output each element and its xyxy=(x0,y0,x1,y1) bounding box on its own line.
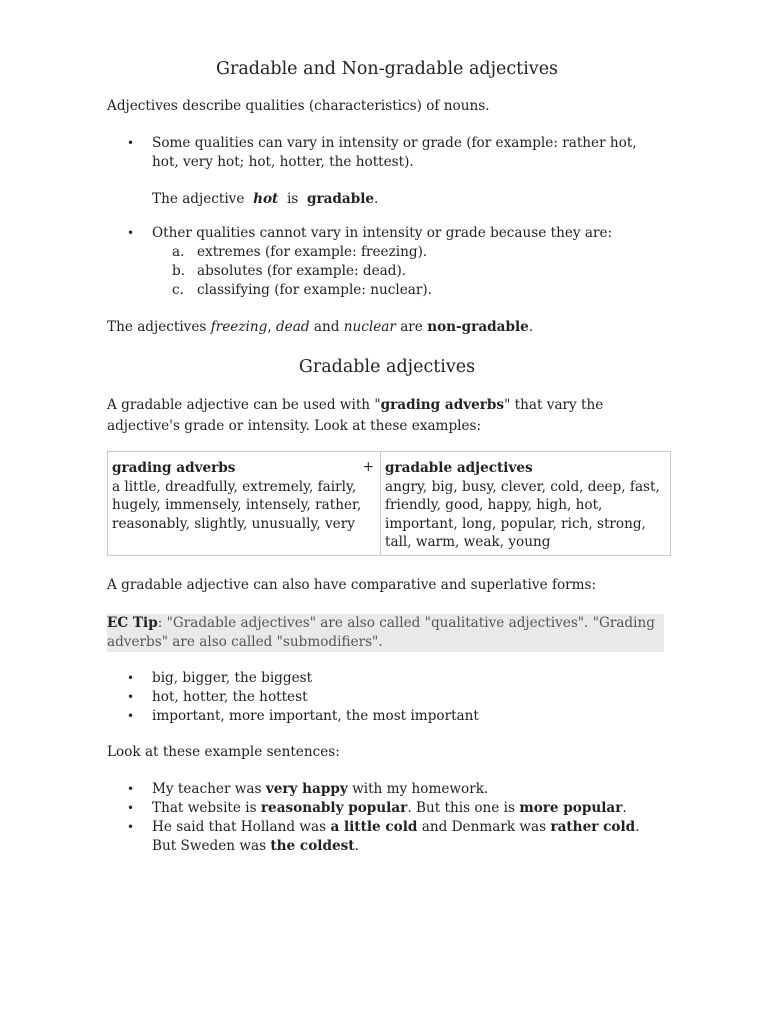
section-intro: A gradable adjective can be used with "grading adverbs" that vary the adjective's grade or intensity. Look at these examples: xyxy=(107,397,604,434)
section-title: Gradable adjectives xyxy=(298,357,476,377)
bullet-icon: • xyxy=(127,690,135,704)
bullet-text: Other qualities cannot vary in intensity or grade because they are: xyxy=(152,225,613,241)
bullet-icon: • xyxy=(127,671,135,685)
gradable-adjectives-cell xyxy=(381,452,671,556)
sublist-item: a. extremes (for example: freezing). xyxy=(172,244,428,260)
page-title: Gradable and Non-gradable adjectives xyxy=(215,59,559,79)
gradable-hot-sentence: The adjective hot is gradable. xyxy=(152,191,379,207)
bullet-icon: • xyxy=(127,782,135,796)
sublist-item: c. classifying (for example: nuclear). xyxy=(172,282,432,298)
grading-adverbs-cell xyxy=(108,452,381,556)
bullet-icon: • xyxy=(127,226,135,240)
gradable-term: gradable xyxy=(306,191,375,207)
adverbs-list: a little, dreadfully, extremely, fairly, hugely, immensely, intensely, rather, reasonably, slightly, unusually, very xyxy=(112,478,362,532)
examples-intro: Look at these example sentences: xyxy=(107,744,340,760)
table-header-adverbs: grading adverbs xyxy=(112,460,236,476)
bullet-icon: • xyxy=(127,709,135,723)
intro-paragraph: Adjectives describe qualities (characteristics) of nouns. xyxy=(107,98,490,114)
grading-adverbs-term: grading adverbs xyxy=(380,397,505,413)
bullet-icon: • xyxy=(127,801,135,815)
nongradable-term: non-gradable xyxy=(427,319,529,335)
hot-word: hot xyxy=(253,191,279,207)
bullet-icon: • xyxy=(127,820,135,834)
ec-tip-label: EC Tip xyxy=(107,615,158,631)
ec-tip-box xyxy=(107,614,664,652)
adjectives-list: angry, big, busy, clever, cold, deep, fast, friendly, good, happy, high, hot, important, long, popular, rich, strong, tall, warm, weak, young xyxy=(385,478,660,550)
nongradable-sentence: The adjectives freezing, dead and nuclear are non-gradable. xyxy=(107,319,534,335)
adverbs-adjectives-table xyxy=(107,451,671,556)
bullet-text: Some qualities can vary in intensity or grade (for example: rather hot, hot, very hot; hot, hotter, the hottest). xyxy=(152,135,637,170)
plus-sign: + xyxy=(362,459,374,475)
sublist-item: b. absolutes (for example: dead). xyxy=(172,263,407,279)
table-header-adjectives: gradable adjectives xyxy=(385,460,533,476)
comparative-intro: A gradable adjective can also have comparative and superlative forms: xyxy=(107,577,597,593)
ec-tip-text: : "Gradable adjectives" are also called "qualitative adjectives". "Grading adverbs" are also called "submodifiers". xyxy=(107,615,655,650)
bullet-icon: • xyxy=(127,136,135,150)
